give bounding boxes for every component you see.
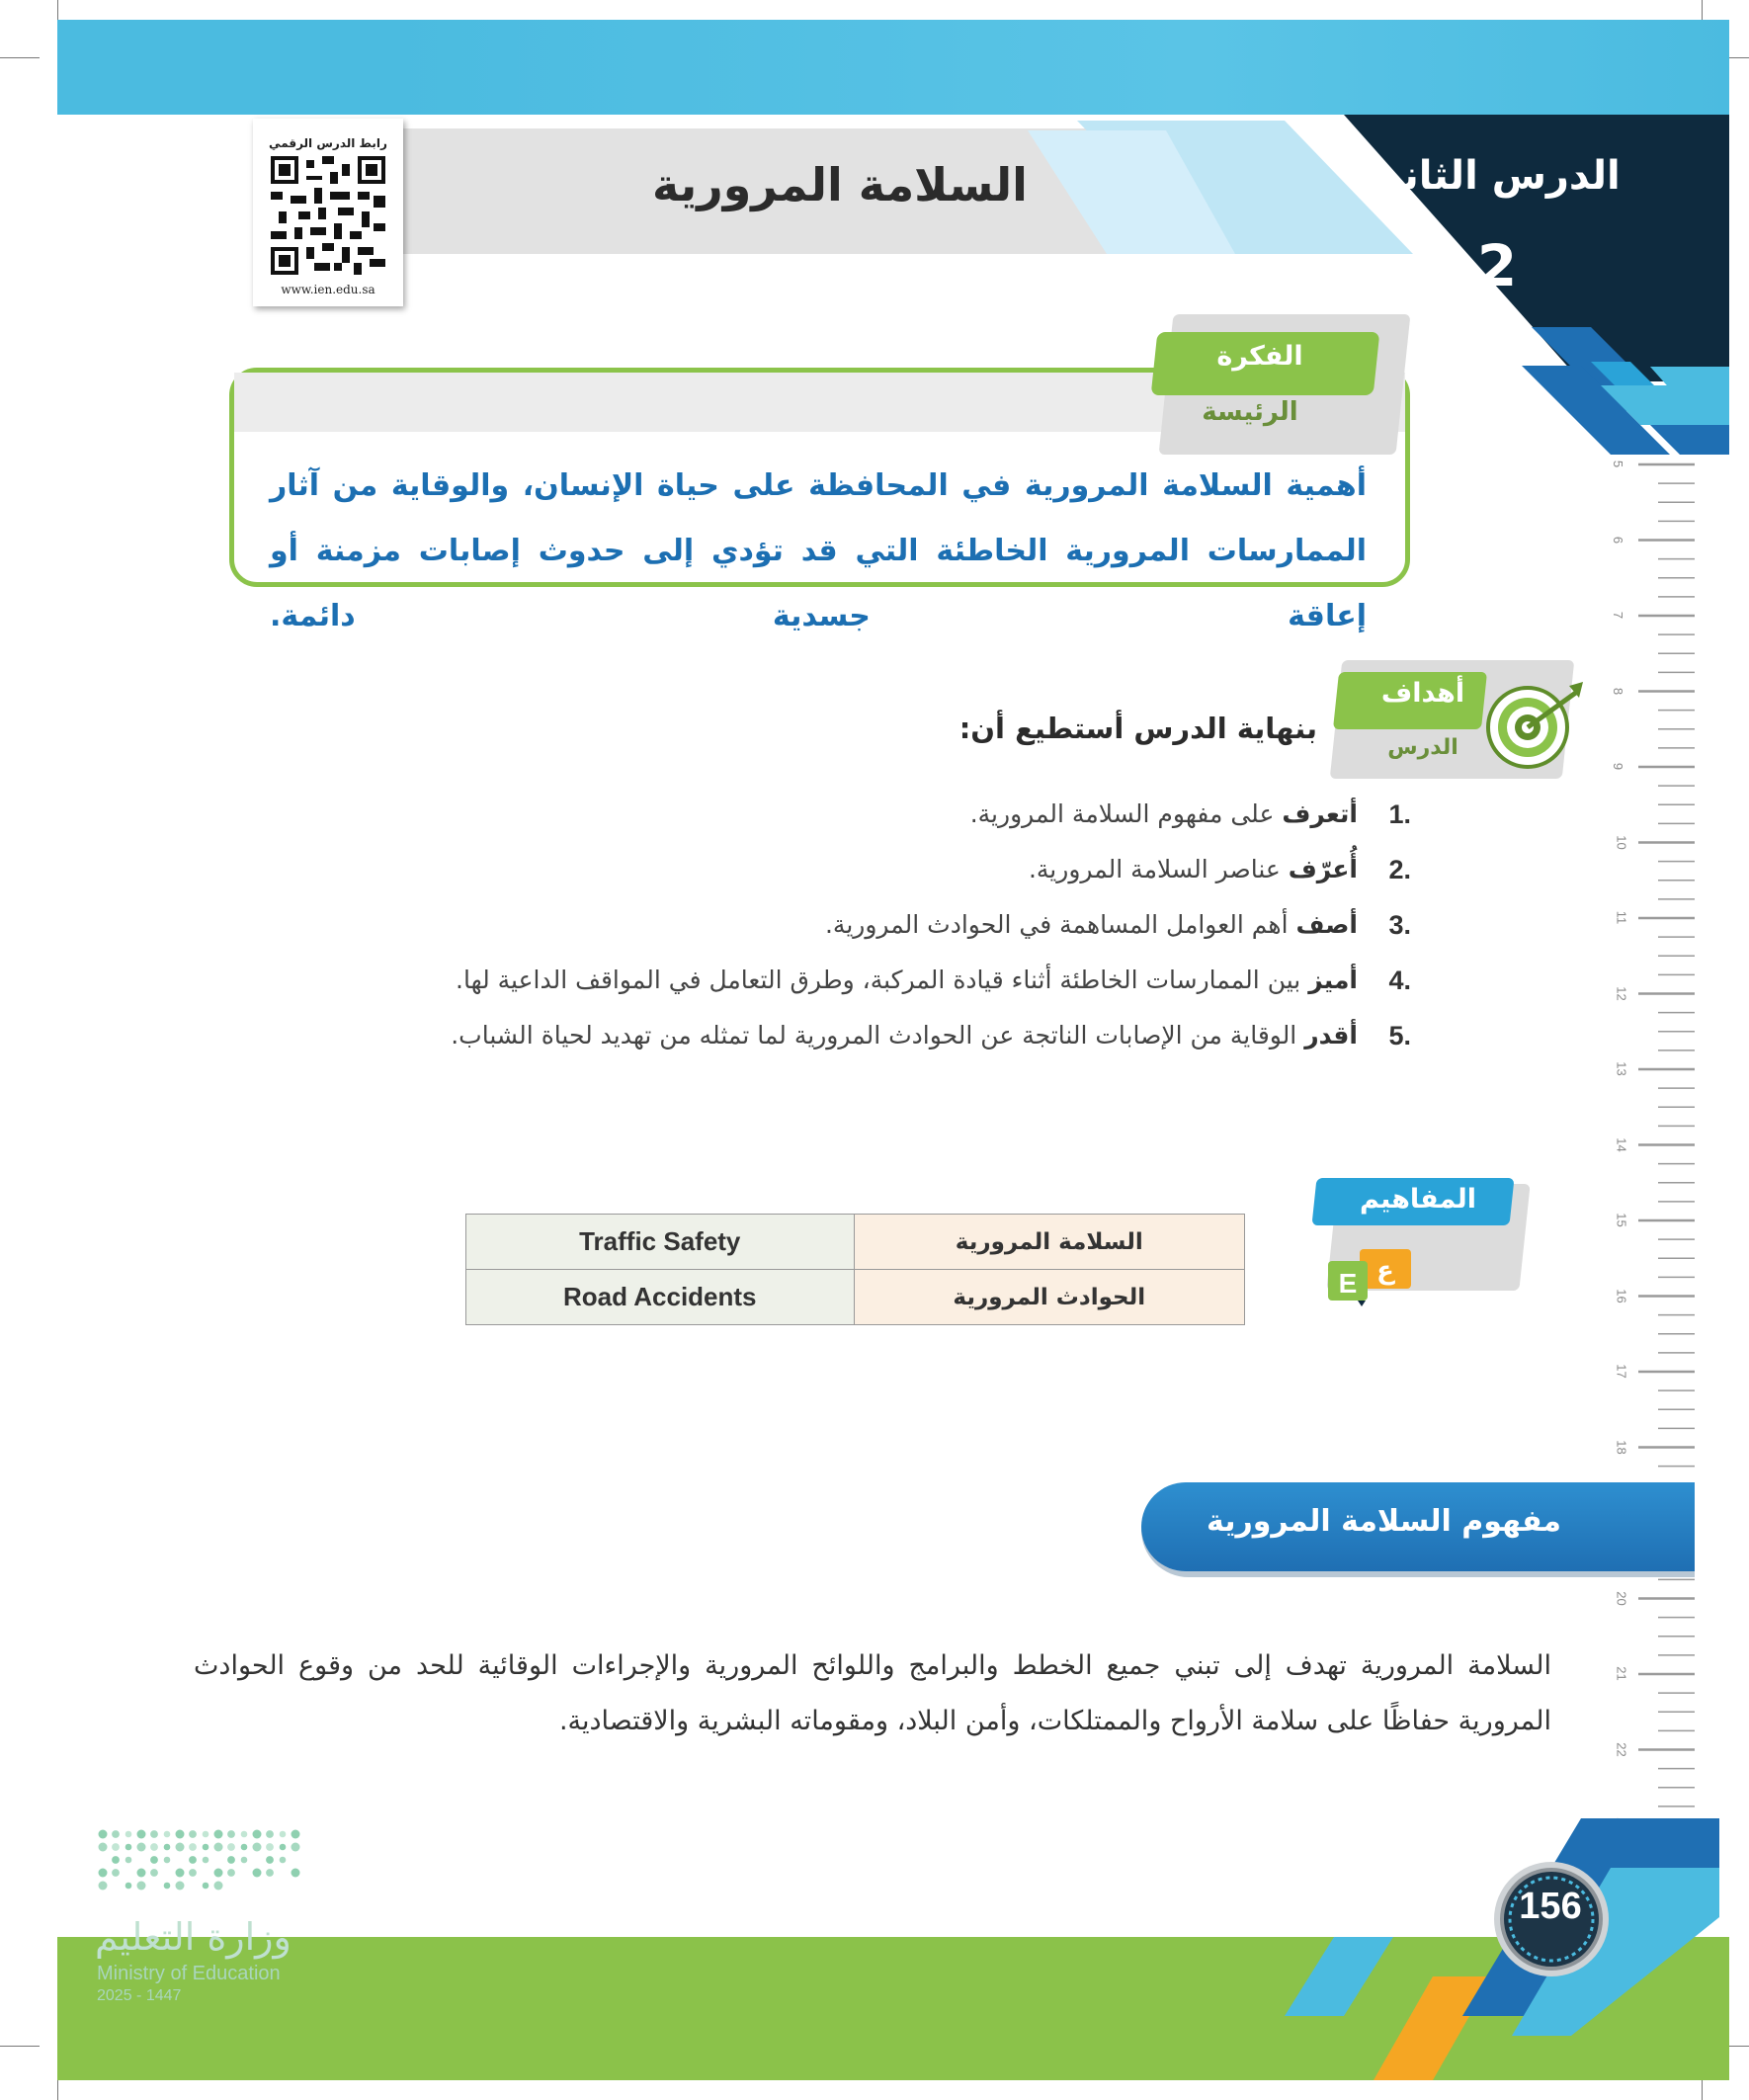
- logo-dot: [125, 1831, 132, 1838]
- list-item: [296, 842, 1411, 897]
- list-item: [296, 787, 1411, 842]
- logo-dot: [253, 1869, 262, 1878]
- list-item-text: بين الممارسات الخاطئة أثناء قيادة المركبة، وطرق التعامل في المواقف الداعية لها.: [456, 966, 1301, 994]
- logo-dot: [253, 1830, 262, 1839]
- ruler-number: 11: [1614, 910, 1629, 925]
- ruler-number: 7: [1611, 611, 1626, 620]
- logo-dot: [112, 1843, 120, 1851]
- lesson-title: السلامة المرورية: [652, 158, 1028, 211]
- qr-code-icon[interactable]: [271, 156, 385, 275]
- section-header-title: مفهوم السلامة المرورية: [1207, 1504, 1561, 1539]
- table-row: [466, 1270, 1245, 1325]
- list-item-verb: أصف: [1295, 910, 1358, 939]
- logo-dot: [241, 1831, 248, 1838]
- concepts-tab-label: المفاهيم: [1360, 1184, 1476, 1215]
- logo-dot: [112, 1869, 120, 1877]
- logo-dot: [176, 1843, 185, 1852]
- logo-dot: [112, 1830, 120, 1838]
- logo-dot: [99, 1830, 108, 1839]
- ruler-number: 6: [1611, 536, 1626, 544]
- ruler-number: 14: [1614, 1136, 1629, 1152]
- logo-dot: [125, 1857, 132, 1864]
- logo-dot: [164, 1857, 171, 1864]
- list-item-number: .3: [1388, 910, 1411, 940]
- concept-en: Road Accidents: [466, 1270, 855, 1325]
- logo-dot: [280, 1831, 287, 1838]
- side-ruler: [1581, 435, 1700, 1838]
- ruler-number: 8: [1611, 687, 1626, 695]
- list-item-text: الوقاية من الإصابات الناتجة عن الحوادث المرورية لما تمثله من تهديد لحياة الشباب.: [451, 1021, 1297, 1050]
- section-body-text: السلامة المرورية تهدف إلى تبني جميع الخطط والبرامج واللوائح المرورية والإجراءات الوقائية للحد من وقوع الحوادث المرورية حفاظًا على سلامة الأرواح والممتلكات، وأمن البلاد، ومقوماته البشرية والاقتصادية.: [194, 1650, 1551, 1736]
- target-icon: [1482, 672, 1585, 775]
- concept-en: Traffic Safety: [466, 1215, 855, 1270]
- logo-dot: [164, 1883, 171, 1890]
- logo-dot: [99, 1843, 108, 1852]
- ruler-number: 9: [1611, 762, 1626, 771]
- logo-dot: [203, 1857, 209, 1864]
- ruler-number: 18: [1614, 1439, 1629, 1455]
- logo-dot: [241, 1844, 248, 1851]
- list-item-number: .5: [1388, 1021, 1411, 1050]
- ruler-number: 16: [1614, 1288, 1629, 1303]
- logo-dot: [292, 1843, 300, 1852]
- ruler-number: 17: [1614, 1364, 1629, 1379]
- ministry-logo-icon: [95, 1826, 312, 1905]
- list-item: [296, 953, 1411, 1008]
- list-item: [296, 1008, 1411, 1063]
- main-idea-tab-subtitle: الرئيسة: [1202, 397, 1298, 427]
- ruler-number: 20: [1614, 1590, 1629, 1606]
- logo-dot: [214, 1830, 223, 1839]
- logo-dot: [292, 1830, 300, 1839]
- objectives-list: [296, 787, 1411, 1063]
- page-number: 156: [1519, 1886, 1582, 1927]
- logo-dot: [266, 1830, 274, 1838]
- list-item: [296, 897, 1411, 953]
- logo-dot: [241, 1857, 248, 1864]
- logo-dot: [99, 1882, 108, 1890]
- logo-dot: [150, 1843, 158, 1851]
- list-item-number: .4: [1388, 966, 1411, 995]
- logo-dot: [292, 1869, 300, 1878]
- logo-dot: [150, 1869, 158, 1877]
- logo-dot: [164, 1844, 171, 1851]
- logo-dot: [203, 1883, 209, 1890]
- objectives-intro: بنهاية الدرس أستطيع أن:: [958, 712, 1317, 745]
- list-item-text: على مفهوم السلامة المرورية.: [969, 799, 1275, 828]
- top-band-highlight: [395, 20, 1729, 115]
- list-item-text: عناصر السلامة المرورية.: [1028, 855, 1281, 883]
- ruler-number: 10: [1614, 834, 1629, 850]
- logo-dot: [150, 1830, 158, 1838]
- lesson-label: الدرس الثاني: [1364, 153, 1621, 199]
- logo-dot: [203, 1844, 209, 1851]
- table-row: [466, 1215, 1245, 1270]
- language-icon-en: E: [1338, 1268, 1358, 1299]
- logo-dot: [150, 1856, 158, 1864]
- ruler-number: 13: [1614, 1061, 1629, 1076]
- logo-dot: [112, 1856, 120, 1864]
- logo-dot: [137, 1843, 146, 1852]
- logo-dot: [176, 1869, 185, 1878]
- logo-dot: [203, 1831, 209, 1838]
- ruler-number: 22: [1614, 1741, 1629, 1757]
- logo-dot: [266, 1856, 274, 1864]
- logo-dot: [280, 1857, 287, 1864]
- logo-dot: [176, 1830, 185, 1839]
- list-item-number: .2: [1388, 855, 1411, 884]
- concepts-table: [465, 1214, 1245, 1325]
- crop-mark: [0, 2046, 40, 2047]
- list-item-verb: أتعرف: [1282, 799, 1358, 828]
- logo-dot: [189, 1843, 197, 1851]
- logo-dot: [137, 1869, 146, 1878]
- logo-dot: [176, 1882, 185, 1890]
- list-item-verb: أُعرّف: [1288, 855, 1358, 883]
- logo-dot: [227, 1830, 235, 1838]
- logo-dot: [125, 1844, 132, 1851]
- concept-ar: السلامة المرورية: [854, 1215, 1244, 1270]
- ministry-name-ar: وزارة التعليم: [95, 1915, 292, 1959]
- logo-dot: [266, 1843, 274, 1851]
- logo-dot: [189, 1869, 197, 1877]
- ruler-number: 15: [1614, 1213, 1629, 1227]
- logo-dot: [227, 1869, 235, 1877]
- logo-dot: [280, 1844, 287, 1851]
- ruler-number: 12: [1614, 985, 1629, 1001]
- concept-ar: الحوادث المرورية: [854, 1270, 1244, 1325]
- logo-dot: [227, 1856, 235, 1864]
- ruler-number: 21: [1614, 1666, 1629, 1681]
- logo-dot: [214, 1869, 223, 1878]
- ministry-name-en: Ministry of Education: [97, 1963, 281, 1984]
- qr-caption: رابط الدرس الرقمي: [269, 136, 387, 150]
- logo-dot: [164, 1831, 171, 1838]
- logo-dot: [214, 1843, 223, 1852]
- list-item-verb: أميز: [1308, 966, 1358, 994]
- logo-dot: [137, 1882, 146, 1890]
- language-icon: [1324, 1247, 1415, 1308]
- list-item-text: أهم العوامل المساهمة في الحوادث المرورية.: [824, 910, 1289, 939]
- logo-dot: [125, 1883, 132, 1890]
- logo-dot: [214, 1882, 223, 1890]
- language-icon-ar: ع: [1376, 1256, 1394, 1286]
- logo-dot: [189, 1830, 197, 1838]
- logo-dot: [227, 1843, 235, 1851]
- qr-url[interactable]: www.ien.edu.sa: [281, 283, 375, 296]
- list-item-verb: أقدر: [1304, 1021, 1358, 1050]
- objectives-tab-title: أهداف: [1380, 678, 1465, 709]
- logo-dot: [99, 1869, 108, 1878]
- logo-dot: [253, 1843, 262, 1852]
- ruler-number: 5: [1611, 460, 1626, 468]
- logo-dot: [137, 1830, 146, 1839]
- list-item-number: .1: [1388, 799, 1411, 829]
- logo-dot: [189, 1856, 197, 1864]
- crop-mark: [0, 57, 40, 58]
- qr-card[interactable]: [253, 119, 403, 306]
- objectives-tab-subtitle: الدرس: [1387, 735, 1458, 760]
- ministry-year: 2025 - 1447: [97, 1987, 182, 2004]
- main-idea-text: أهمية السلامة المرورية في المحافظة على حياة الإنسان، والوقاية من آثار الممارسات المرورية الخاطئة التي قد تؤدي إلى حدوث إصابات مزمنة أو إعاقة جسدية دائمة.: [270, 468, 1367, 633]
- logo-dot: [266, 1869, 274, 1877]
- lesson-number: 2: [1476, 232, 1518, 299]
- main-idea-tab-title: الفكرة: [1216, 341, 1303, 372]
